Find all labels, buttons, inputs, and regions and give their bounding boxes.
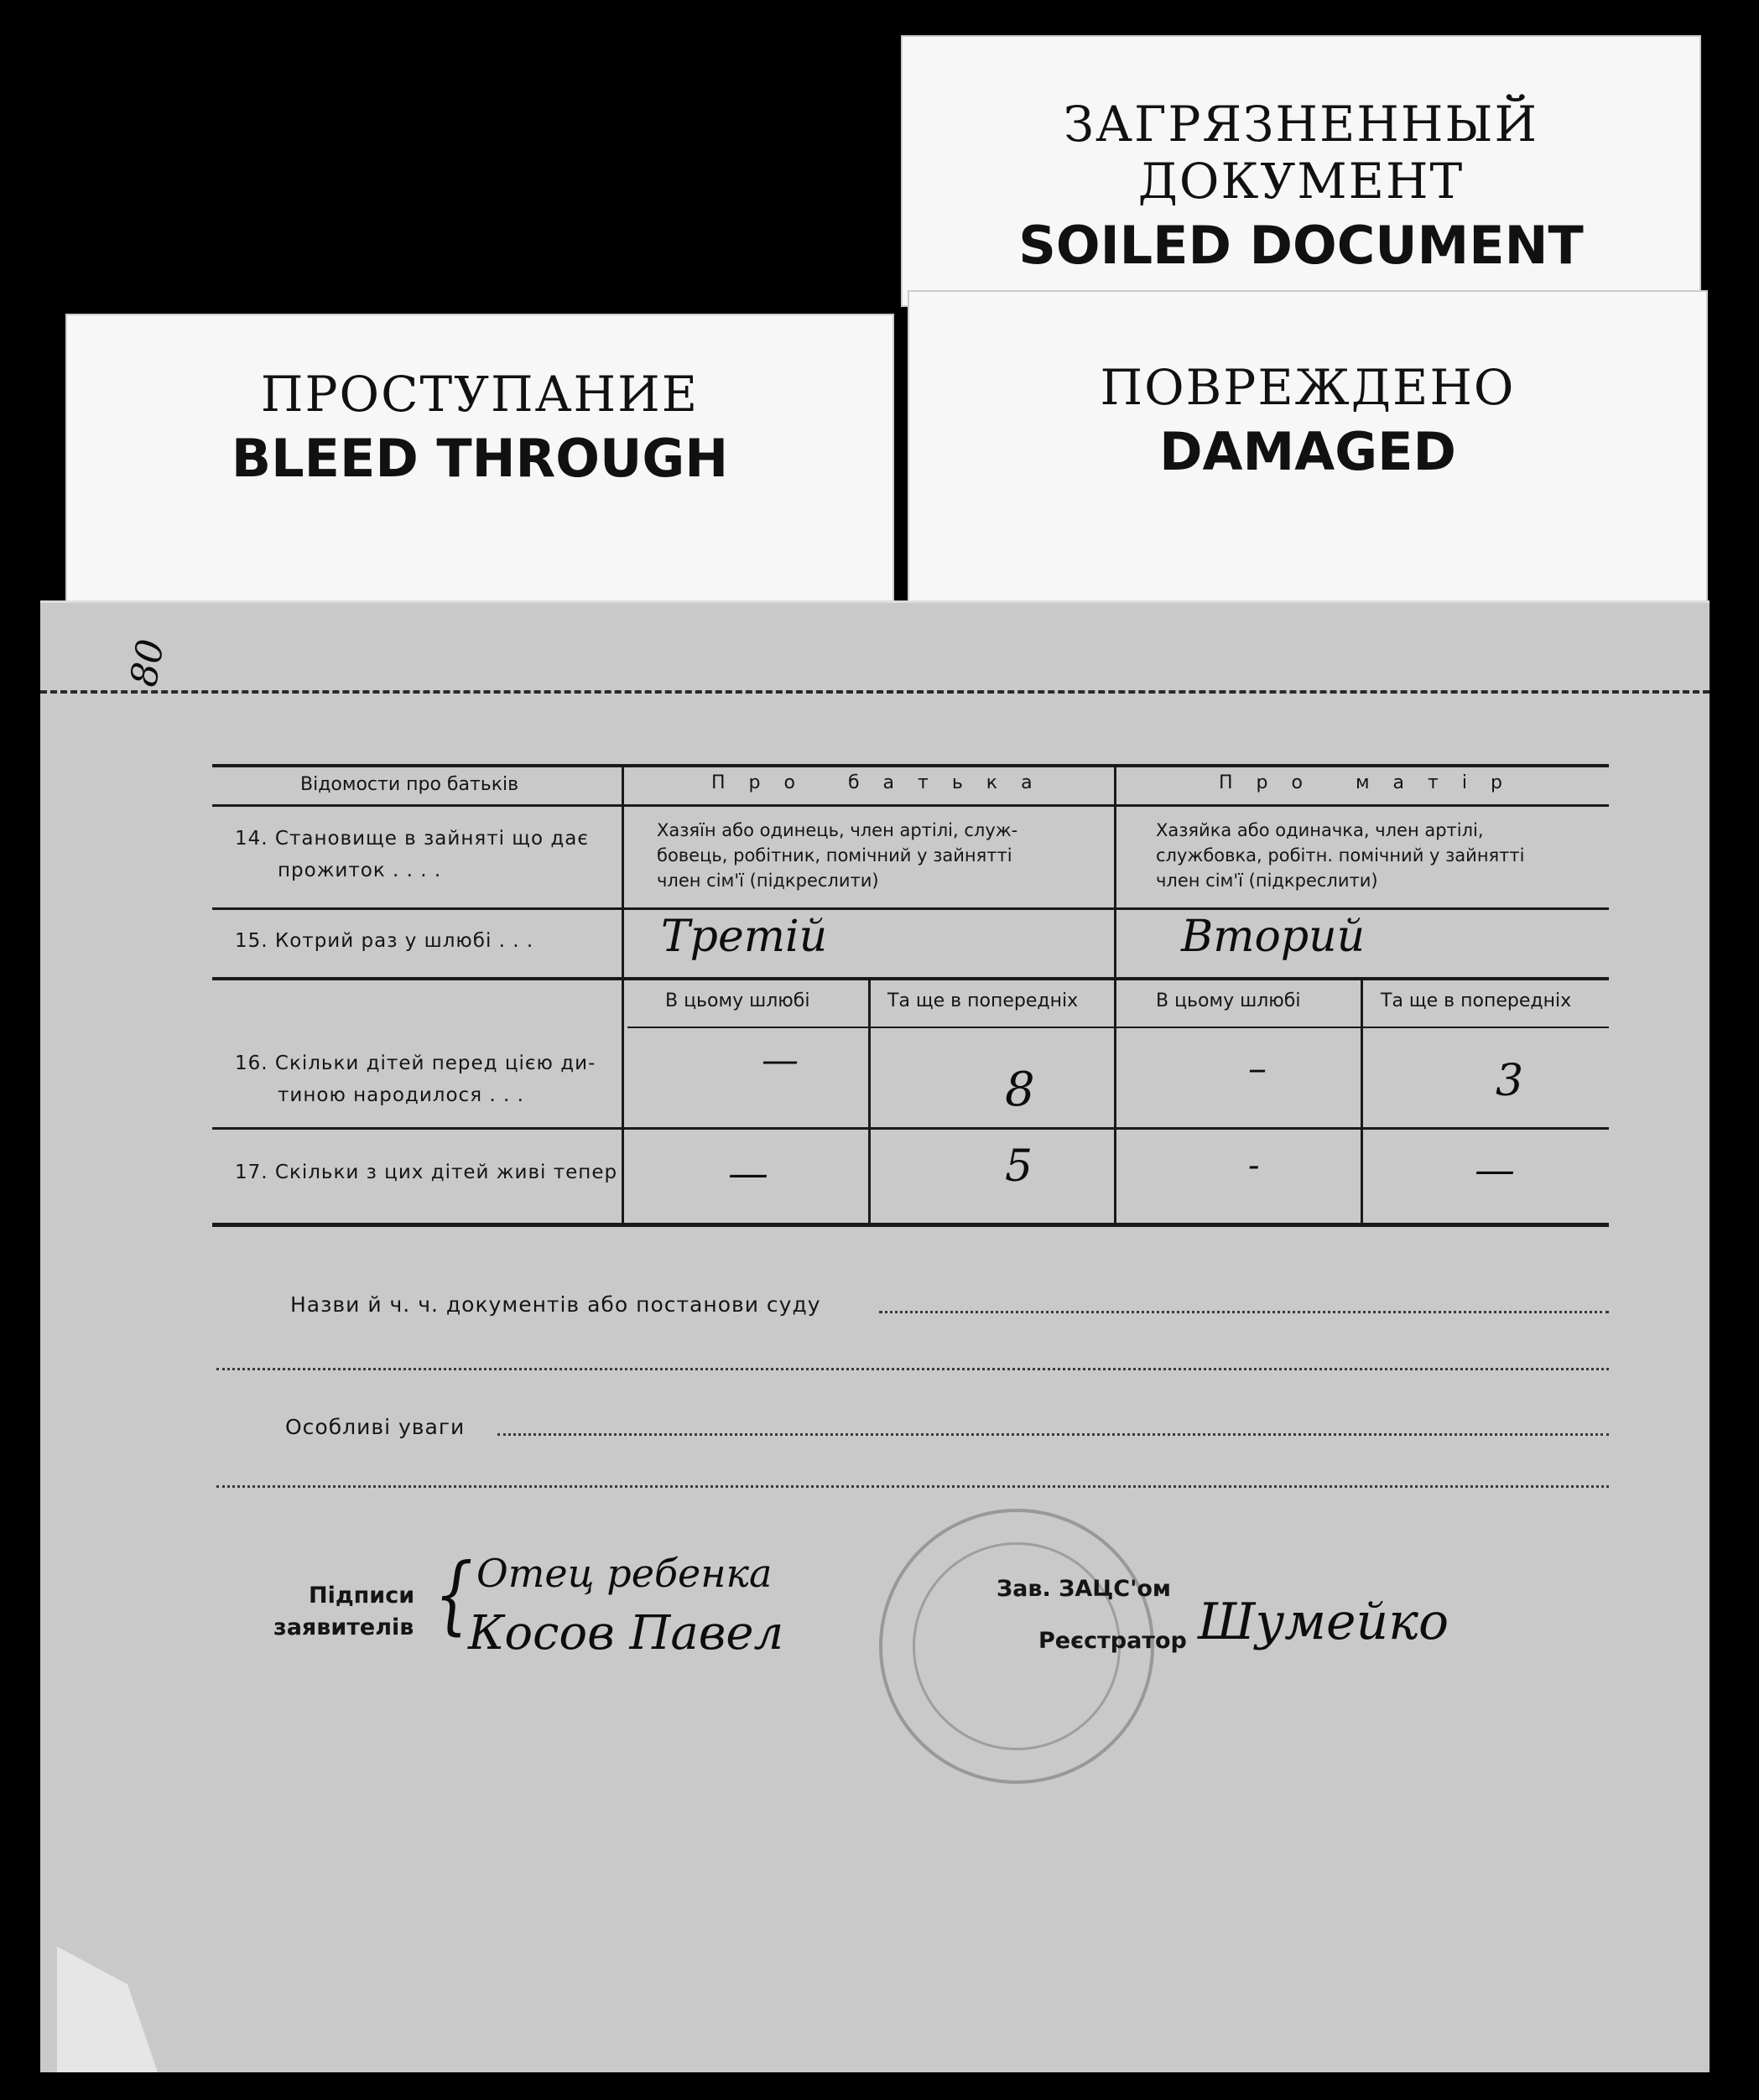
applicant-signature-line1: Отец ребенка — [476, 1551, 773, 1596]
table-top-rule — [212, 764, 1609, 767]
documents-line-2 — [216, 1368, 1609, 1370]
bleed-label-ru: ПРОСТУПАНИЕ — [260, 366, 700, 423]
bleed-through-card — [65, 314, 894, 611]
signatures-label-line2: заявителів — [273, 1614, 414, 1640]
signatures-label-line1: Підписи — [309, 1583, 415, 1609]
row17-mother-this: - — [1248, 1146, 1260, 1185]
form-sheet — [40, 600, 1710, 2072]
perforation-line — [40, 690, 1710, 694]
row15-mother-value: Вторий — [1181, 912, 1366, 962]
header-mother: Про матір — [1219, 772, 1526, 793]
soiled-label-en: SOILED DOCUMENT — [1018, 215, 1584, 276]
mother-previous-header: Та ще в попередніх — [1381, 990, 1572, 1011]
damaged-card — [908, 290, 1708, 611]
damaged-label-en: DAMAGED — [1159, 421, 1456, 482]
col-divider-1 — [622, 764, 624, 1225]
row16-mother-this: – — [1248, 1047, 1267, 1090]
row14-label-line1: 14. Становище в зайняті що дає — [235, 828, 589, 850]
documents-line-1 — [879, 1311, 1609, 1313]
header-parents-info: Відомости про батьків — [300, 774, 519, 795]
row14-father-text: Хазяїн або одинець, член артілі, служ- бовець, робітник, помічний у зайнятті член сім'ї (підкреслити) — [657, 820, 1018, 891]
row17-father-this: — — [728, 1150, 773, 1197]
row16-label-line2: тиною народилося . . . — [278, 1084, 524, 1106]
signature-brace: { — [435, 1545, 473, 1644]
row16-label-line1: 16. Скільки дітей перед цією ди- — [235, 1053, 596, 1074]
father-this-marriage-header: В цьому шлюбі — [665, 990, 810, 1011]
row16-father-previous: 8 — [1005, 1063, 1035, 1117]
mother-this-marriage-header: В цьому шлюбі — [1156, 990, 1301, 1011]
head-zags-label: Зав. ЗАЦС'ом — [997, 1576, 1171, 1602]
notes-label: Особливі уваги — [285, 1415, 466, 1439]
soiled-label-ru: ЗАГРЯЗНЕННЫЙ ДОКУМЕНТ — [1063, 96, 1539, 210]
registrar-signature: Шумейко — [1198, 1593, 1449, 1651]
header-father: Про батька — [711, 772, 1056, 793]
row17-mother-previous: — — [1475, 1146, 1515, 1193]
row15-father-value: Третій — [661, 912, 828, 962]
row16-rule — [212, 1127, 1609, 1130]
row14-mother-text: Хазяйка або одиначка, член артілі, службовка, робітн. помічний у зайнятті член сім'ї (підкреслити) — [1156, 820, 1525, 891]
col-divider-3 — [868, 980, 871, 1225]
applicant-signature-line2: Косов Павел — [468, 1606, 784, 1661]
row17-father-previous: 5 — [1005, 1141, 1033, 1192]
row17-label: 17. Скільки з цих дітей живі тепер — [235, 1162, 618, 1183]
table-bottom-rule — [212, 1223, 1609, 1227]
page-mark: 80 — [122, 636, 173, 690]
notes-line-2 — [216, 1485, 1609, 1488]
damaged-label-ru: ПОВРЕЖДЕНО — [1100, 359, 1516, 416]
registrar-label: Реєстратор — [1038, 1628, 1187, 1654]
row14-rule — [212, 907, 1609, 910]
bleed-label-en: BLEED THROUGH — [231, 428, 729, 489]
soiled-document-card — [901, 35, 1701, 307]
row15-rule — [212, 977, 1609, 980]
notes-line-1 — [497, 1433, 1609, 1436]
row15-label: 15. Котрий раз у шлюбі . . . — [235, 930, 534, 952]
row14-label-line2: прожиток . . . . — [278, 860, 442, 881]
row16-father-this: — — [762, 1039, 799, 1082]
father-previous-header: Та ще в попередніх — [887, 990, 1079, 1011]
folded-corner — [57, 1947, 158, 2072]
documents-label: Назви й ч. ч. документів або постанови суду — [290, 1292, 821, 1317]
col-divider-4 — [1361, 980, 1363, 1225]
row16-mother-previous: 3 — [1496, 1056, 1524, 1106]
subheader-rule — [627, 1027, 1609, 1028]
header-rule — [212, 804, 1609, 807]
